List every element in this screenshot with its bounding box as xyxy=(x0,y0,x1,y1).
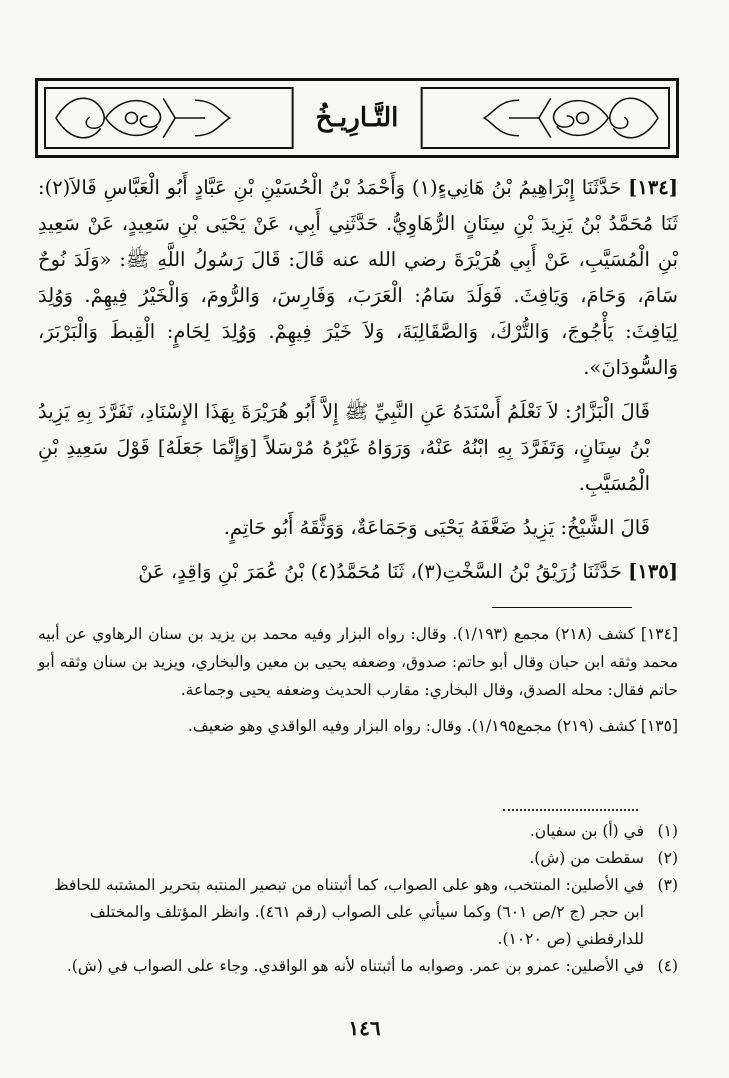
section-title: التَّـارِيـخُ xyxy=(315,103,399,133)
footnote xyxy=(38,845,678,872)
footnote xyxy=(38,872,678,953)
reference-entry: [١٣٥] كشف (٢١٩) مجمع١/١٩٥). وقال: رواه البزار وفيه الواقدي وهو ضعيف. xyxy=(187,717,678,735)
footnote xyxy=(38,953,678,980)
hadith-number: [١٣٥] xyxy=(628,560,678,583)
footnote-number: (٢) xyxy=(657,849,678,867)
bazzar-comment: قَالَ الْبَزَّارُ: لاَ نَعْلَمُ أَسْنَدَهُ عَنِ النَّبِيِّ ﷺ إِلاَّ أَبُو هُرَيْرَةَ بِهَذَا الإِسْنَادِ، تَفَرَّدَ بِهِ يَزِيدُ بْنُ سِنَانٍ، وَتَفَرَّدَ بِهِ ابْنُهُ عَنْهُ، وَرَوَاهُ غَيْرُهُ مُرْسَلاً [وَإِنَّمَا جَعَلَهُ] قَوْلَ سَعِيدِ بْنِ الْمُسَيَّبِ. xyxy=(38,400,650,495)
page-number: ١٤٦ xyxy=(348,1016,381,1040)
footnote-number: (٣) xyxy=(657,876,678,894)
footnote-number: (١) xyxy=(657,822,678,840)
hadith-text: حَدَّثَنَا زُرَيْقُ بْنُ السَّخْتِ(٣)، ثَنَا مُحَمَّدُ(٤) بْنُ عُمَرَ بْنِ وَاقِدٍ، عَنْ xyxy=(138,560,622,583)
references-block xyxy=(38,620,678,740)
footnote-separator xyxy=(492,607,632,608)
footnote-text: في الأصلين: عمرو بن عمر. وصوابه ما أثبتناه لأنه هو الواقدي. وجاء على الصواب في (ش). xyxy=(66,957,644,975)
hadith-134 xyxy=(38,170,678,386)
dotted-separator xyxy=(503,809,638,811)
header-inner-frame xyxy=(44,87,670,149)
section-header-ornament xyxy=(35,78,679,158)
reference-entry: [١٣٤] كشف (٢١٨) مجمع (١/١٩٣). وقال: رواه البزار وفيه محمد بن يزيد بن سنان الرهاوي عن أبيه محمد وثقه ابن حبان وقال أبو حاتم: صدوق، وضعفه يحيى بن معين والبخاري، ويزيد بن سنان وثقه أبو حاتم فقال: محله الصدق، وقال البخاري: مقارب الحديث وضعفه يحيى وجماعة. xyxy=(38,625,678,699)
footnote-text: في الأصلين: المنتخب، وهو على الصواب، كما أثبتناه من تبصير المنتبه بتحرير المشتبه للحافظ ابن حجر (ج ٢/ص ٦٠١) وكما سيأتي على الصواب (رقم ٤٦١). وانظر المؤتلف والمختلف للدارقطني (ص ١٠٢٠). xyxy=(54,876,644,948)
hadith-text: حَدَّثَنَا إِبْرَاهِيمُ بْنُ هَانِيءٍ(١) وَأَحْمَدُ بْنُ الْحُسَيْنِ بْنِ عَبَّادٍ أَبُو الْعَبَّاسِ قَالاَ(٢): ثَنَا مُحَمَّدُ بْنُ يَزِيدَ بْنِ سِنَانٍ الرُّهَاوِيُّ. حَدَّثَنِي أَبِي، عَنْ يَحْيَى بْنِ سَعِيدٍ، عَنْ سَعِيدِ بْنِ الْمُسَيَّبِ، عَنْ أَبِي هُرَيْرَةَ رضي الله عنه قَالَ: قَالَ رَسُولُ اللَّهِ ﷺ: «وَلَدَ نُوحٌ سَامَ، وَحَامَ، وَيَافِثَ. فَوَلَدَ سَامُ: الْعَرَبَ، وَفَارِسَ، وَالرُّومَ، وَالْخَيْرُ فِيهِمْ. وَوُلِدَ لِيَافِثَ: يَأْجُوجَ، وَالتُّرْكَ، وَالصَّقَالِبَةَ، وَلاَ خَيْرَ فِيهِمْ. وَوُلِدَ لِحَامٍ: الْقِبطَ وَالْبَرْبَرَ، وَالسُّودَانَ». xyxy=(38,176,678,379)
footnote-number: (٤) xyxy=(657,957,678,975)
hadith-number: [١٣٤] xyxy=(628,176,678,199)
title-cartouche xyxy=(292,87,423,149)
footnote xyxy=(38,818,678,845)
hadith-135 xyxy=(38,554,678,590)
main-text xyxy=(38,170,678,590)
shaykh-comment: قَالَ الشَّيْخُ: يَزِيدُ ضَعَّفَهُ يَحْيَى وَجَمَاعَةٌ، وَوَثَّقَهُ أَبُو حَاتِمٍ. xyxy=(223,516,650,539)
footnote-text: في (أ) بن سفيان. xyxy=(529,822,644,840)
footnotes-block xyxy=(38,818,678,980)
footnote-text: سقطت من (ش). xyxy=(529,849,644,867)
